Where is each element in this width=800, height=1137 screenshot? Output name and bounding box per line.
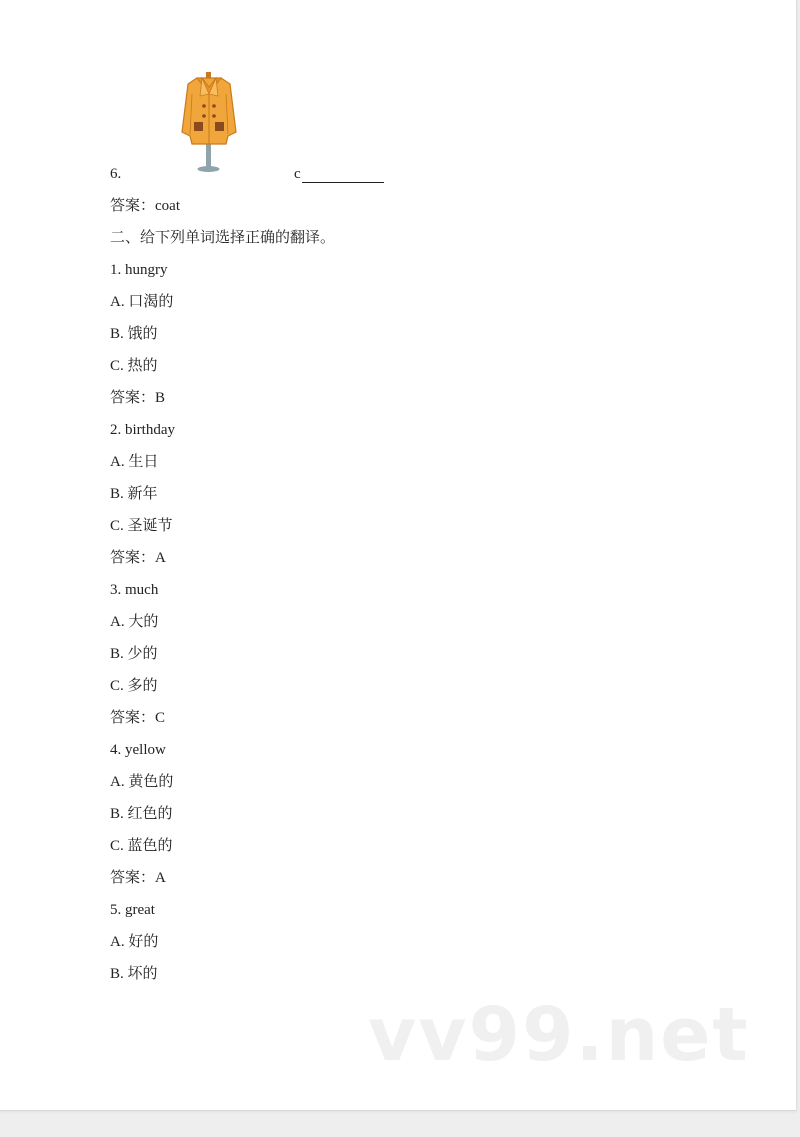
option: A. 生日 [110,454,159,470]
blank-underline [302,166,384,183]
question-word: 4. yellow [110,742,166,758]
option: A. 黄色的 [110,774,174,790]
blank-prefix: c [294,166,301,182]
question-word: 3. much [110,582,159,598]
option: C. 蓝色的 [110,838,173,854]
option: B. 饿的 [110,326,158,342]
question-word: 1. hungry [110,262,168,278]
option: C. 圣诞节 [110,518,173,534]
option: B. 红色的 [110,806,173,822]
question-6-answer: 答案：coat [110,198,180,214]
coat-icon [178,72,240,174]
option: C. 多的 [110,678,158,694]
watermark: vv99.net [368,992,750,1078]
option: B. 少的 [110,646,158,662]
option: C. 热的 [110,358,158,374]
answer: 答案：B [110,390,166,406]
question-6-number: 6. [110,166,122,182]
question-word: 5. great [110,902,155,918]
question-word: 2. birthday [110,422,175,438]
answer: 答案：A [110,870,166,886]
document-lines [110,196,335,996]
section-heading: 二、给下列单词选择正确的翻译。 [110,230,336,246]
option: B. 新年 [110,486,158,502]
answer-blank[interactable] [294,166,384,183]
answer: 答案：C [110,710,166,726]
answer: 答案：A [110,550,166,566]
option: A. 口渴的 [110,294,174,310]
option: B. 坏的 [110,966,158,982]
option: A. 好的 [110,934,159,950]
option: A. 大的 [110,614,159,630]
